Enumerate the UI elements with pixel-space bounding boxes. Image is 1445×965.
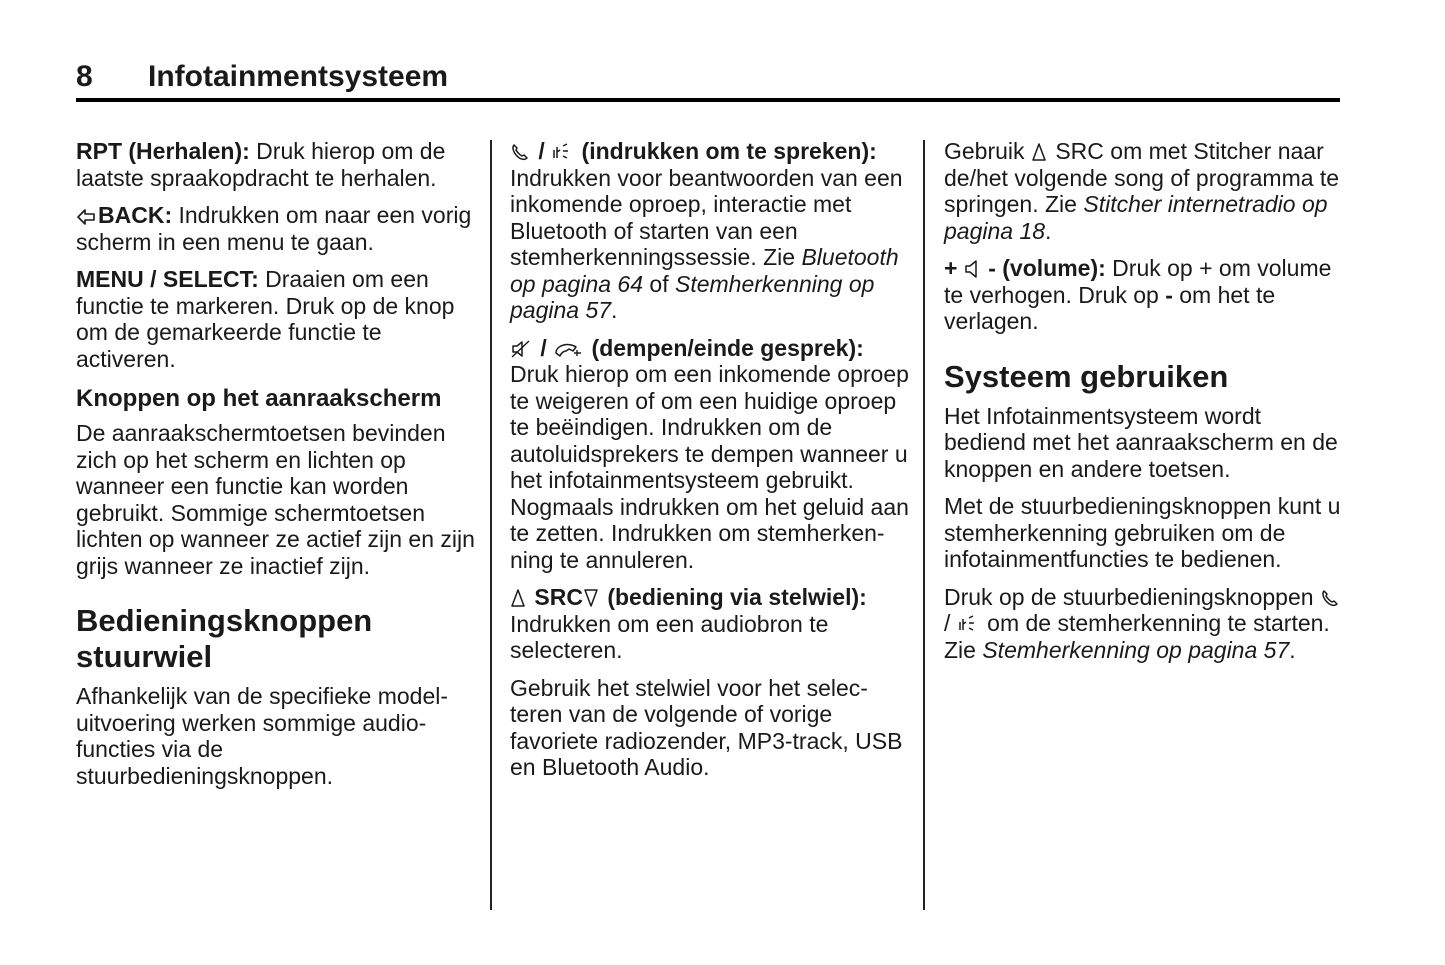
menu-term: MENU / SELECT: [76,266,259,292]
column-left [76,138,476,800]
press-text: om de stemherkenning te starten. Zie [944,610,1330,663]
push-to-talk-paragraph [510,138,910,324]
wheel-paragraph: Gebruik het stelwiel voor het selecteren van de volgende of vorige favoriete radiozender, MP3-track, USB en Bluetooth Audio. [510,674,903,780]
src-text: Indrukken om een audiobron te selecteren. [510,610,829,663]
system-heading: Systeem gebruiken [944,358,1229,394]
rpt-text: Druk hierop om de laatste spraakopdracht te herhalen. [76,138,446,191]
steering-heading: Bedieningsknoppen stuurwiel [76,603,373,674]
column-right [944,138,1344,674]
push-to-talk-text: Indrukken voor beantwoorden van een inkomende oproep, interactie met Bluetooth of starten van een stemherkenningssessie. Zie [510,164,903,270]
mute-term-group [510,335,864,361]
src-term: (bediening via stelwiel): [600,584,867,610]
touchscreen-paragraph: De aanraakschermtoetsen bevinden zich op het scherm en lichten op wanneer een functie kan worden gebruikt. Sommige schermtoetsen lichten op wanneer ze actief zijn en zijn grijs wanneer ze inactief zijn. [76,420,475,579]
press-separator: / [944,610,957,636]
press-paragraph [944,584,1344,664]
mute-text: Druk hierop om een inkomende oproep te weigeren of om een huidige oproep te beëindigen. Indrukken om de autoluidsprekers te dempen wanneer u het infotainmentsysteem gebruikt. Nogmaals indrukken om het geluid aan te zetten. Indrukken om stemherkenning te annuleren. [510,361,909,573]
menu-text: Draaien om een functie te markeren. Druk op de knop om de gemarkeerde functie te activeren. [76,266,455,372]
press-reference: Stemherkenning op pagina 57 [982,636,1290,663]
push-to-talk-term: (indrukken om te spreken): [575,138,877,164]
back-text: Indrukken om naar een vorig scherm in een menu te gaan. [76,202,472,255]
steering-paragraph: Afhankelijk van de specifieke modeluitvoering werken sommige audiofuncties via de stuurbedieningsknoppen. [76,683,449,789]
stitcher-text: SRC om met Stitcher naar de/het volgende song of programma te springen. Zie [944,138,1340,217]
stitcher-paragraph [944,138,1344,244]
src-paragraph [510,584,910,664]
bluetooth-reference: Bluetooth op pagina 64 [510,244,899,297]
stitcher-end: . [1045,217,1052,244]
speaker-icon [964,259,980,279]
phone-icon [1320,588,1340,608]
push-to-talk-end: . [611,297,618,323]
mute-paragraph [510,335,910,574]
rpt-paragraph [76,138,476,191]
src-term-group [510,584,867,610]
stitcher-reference: Stitcher internetradio op pagina 18 [944,191,1328,244]
page-header [76,58,1340,102]
mute-separator: / [534,334,554,361]
volume-plus: + [944,255,964,281]
press-pre: Druk op de stuurbedieningsknoppen [944,583,1320,610]
push-to-talk-term-group [510,138,877,164]
volume-text: Druk op + om volume te verhogen. Druk op [944,255,1332,308]
column-divider [923,140,925,910]
touchscreen-heading: Knoppen op het aanraakscherm [76,385,442,412]
voice-talk-icon [957,614,979,634]
column-middle [510,138,910,792]
page-number: 8 [76,60,93,93]
volume-end: om het te verlagen. [944,281,1276,334]
column-divider [490,140,492,910]
triangle-down-icon [583,588,599,608]
back-paragraph [76,202,476,255]
press-end: . [1289,636,1296,663]
volume-term: - (volume): [981,255,1106,281]
voice-talk-icon [551,142,573,162]
stitcher-pre: Gebruik [944,138,1031,164]
triangle-up-icon [510,588,526,608]
push-to-talk-separator: / [532,138,552,164]
triangle-up-icon [1031,142,1047,162]
mute-term: (dempen/einde gesprek): [585,334,864,361]
volume-term-group [944,255,1106,281]
volume-minus: - [1165,281,1173,308]
end-call-icon [553,339,583,359]
volume-paragraph [944,255,1344,335]
system-paragraph: Het Infotainmentsysteem wordt bediend met het aanraakscherm en de knoppen en andere toetsen. [944,402,1338,482]
push-to-talk-mid: of [643,270,675,297]
voice-recognition-reference: Stemherkenning op pagina 57 [510,270,875,323]
voice-paragraph: Met de stuurbedieningsknoppen kunt u stemherkenning gebruiken om de infotainmentfuncties te bedienen. [944,493,1341,572]
src-label: SRC [528,584,583,610]
rpt-term: RPT (Herhalen): [76,138,250,164]
menu-paragraph [76,266,476,372]
phone-icon [510,142,530,162]
running-title: Infotainmentsysteem [148,60,449,93]
mute-icon [510,339,532,359]
back-arrow-icon [76,208,96,226]
back-term: BACK: [98,202,173,228]
